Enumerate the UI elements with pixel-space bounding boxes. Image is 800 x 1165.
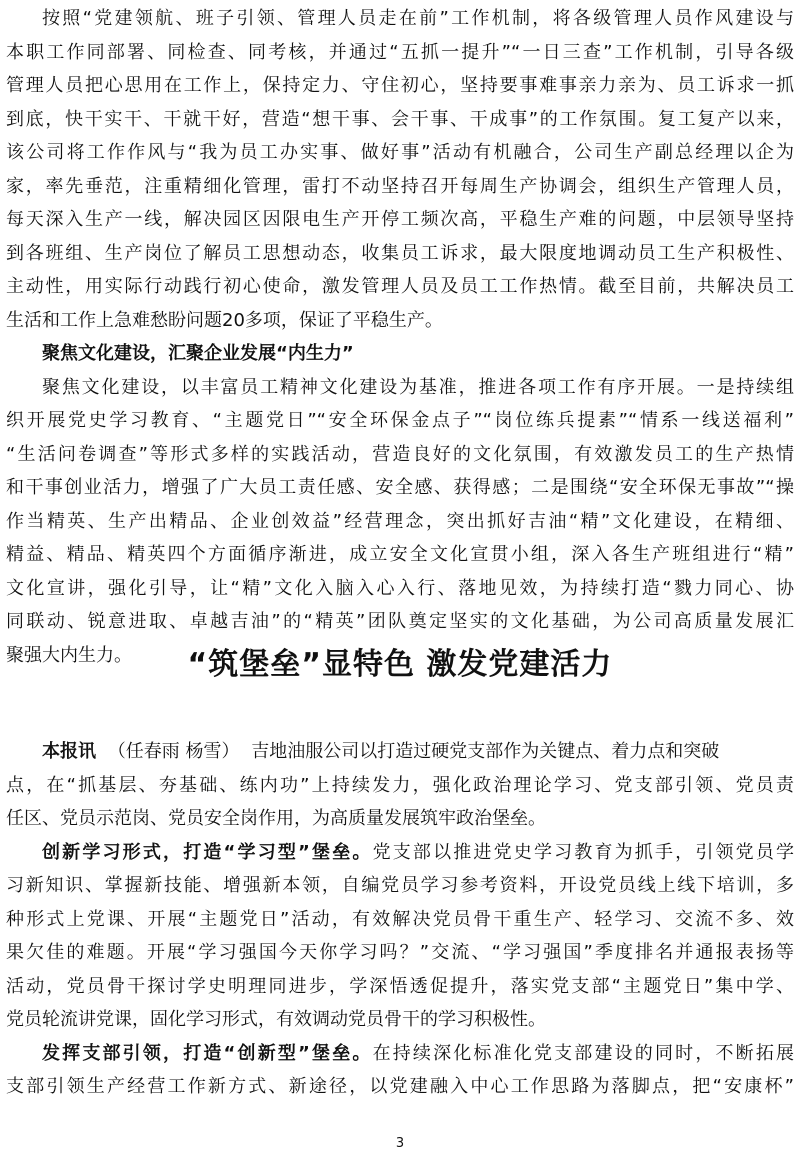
article-text xyxy=(0,735,800,1104)
paragraph-heading: 创新学习形式，打造“学习型”堡垒。 xyxy=(42,841,373,863)
paragraph-line: 聚焦文化建设，以丰富员工精神文化建设为基准，推进各项工作有序开展。一是持续组 xyxy=(42,376,794,398)
paragraph-text: 党支部以推进党史学习教育为抓手，引领党员学 xyxy=(372,841,794,863)
lead-line xyxy=(0,735,800,769)
paragraph-line xyxy=(0,836,800,870)
paragraph-line: 到底，快干实干、干就干好，营造“想干事、会干事、干成事”的工作氛围。复工复产以来， xyxy=(6,108,794,130)
paragraph-text: 在持续深化标准化党支部建设的同时，不断拓展 xyxy=(372,1042,794,1064)
paragraph-heading: 发挥支部引领，打造“创新型”堡垒。 xyxy=(42,1042,373,1064)
paragraph-line: 同联动、锐意进取、卓越吉油”的“精英”团队奠定坚实的文化基础，为公司高质量发展汇 xyxy=(6,611,794,632)
author-names: （任春雨 杨雪） xyxy=(107,741,240,762)
lead-text: 吉地油服公司以打造过硬党支部作为关键点、着力点和突破 xyxy=(251,741,720,762)
article-headline: “筑堡垒”显特色 激发党建活力 xyxy=(187,647,613,682)
paragraph-line: 聚强大内生力。 xyxy=(6,644,132,666)
section-subheading: 聚焦文化建设，汇聚企业发展“内生力” xyxy=(42,343,354,364)
paragraph-line: 习新知识、掌握新技能、增强新本领，自编党员学习参考资料，开设党员线上线下培训，多 xyxy=(6,875,794,896)
paragraph-line: 生活和工作上急难愁盼问题20多项，保证了平稳生产。 xyxy=(6,309,443,331)
paragraph-line: 本职工作同部署、同检查、同考核，并通过“五抓一提升”“一日三查”工作机制，引导各级 xyxy=(6,41,794,63)
paragraph-line: “生活问卷调查”等形式多样的实践活动，营造良好的文化氛围，有效激发员工的生产热情 xyxy=(6,443,794,465)
paragraph-line: 该公司将工作作风与“我为员工办实事、做好事”活动有机融合，公司生产副总经理以企为 xyxy=(6,142,794,163)
paragraph-line: 果欠佳的难题。开展“学习强国今天你学习吗？”交流、“学习强国”季度排名并通报表扬等 xyxy=(6,942,794,963)
paragraph-line: 任区、党员示范岗、党员安全岗作用，为高质量发展筑牢政治堡垒。 xyxy=(6,808,546,829)
paragraph-line: 活动，党员骨干探讨学史明理同进步，学深悟透促提升，落实党支部“主题党日”集中学、 xyxy=(6,975,794,997)
section1-text xyxy=(0,2,800,672)
paragraph-line: 每天深入生产一线，解决园区因限电生产开停工频次高，平稳生产难的问题，中层领导坚持 xyxy=(6,209,794,230)
page-number: 3 xyxy=(395,1136,405,1151)
paragraph-line: 按照“党建领航、班子引领、管理人员走在前”工作机制，将各级管理人员作风建设与 xyxy=(42,8,794,29)
paragraph-line: 管理人员把心思用在工作上，保持定力、守住初心，坚持要事难事亲力亲为、员工诉求一抓 xyxy=(6,75,794,96)
paragraph-line: 种形式上党课、开展“主题党日”活动，有效解决党员骨干重生产、轻学习、交流不多、效 xyxy=(6,908,794,930)
paragraph-line xyxy=(0,1037,800,1071)
paragraph-line: 家，率先垂范，注重精细化管理，雷打不动坚持召开每周生产协调会，组织生产管理人员， xyxy=(6,175,794,197)
paragraph-line: 到各班组、生产岗位了解员工思想动态，收集员工诉求，最大限度地调动员工生产积极性、 xyxy=(6,242,794,264)
paragraph-line: 点，在“抓基层、夯基础、练内功”上持续发力，强化政治理论学习、党支部引领、党员责 xyxy=(6,774,794,796)
paragraph-line: 精益、精品、精英四个方面循序渐进，成立安全文化宣贯小组，深入各生产班组进行“精” xyxy=(6,544,794,565)
paragraph-line: 主动性，用实际行动践行初心使命，激发管理人员及员工工作热情。截至目前，共解决员工 xyxy=(6,276,794,297)
paragraph-line: 作当精英、生产出精品、企业创效益”经营理念，突出抓好吉油“精”文化建设，在精细、 xyxy=(6,510,794,532)
paragraph-line: 和干事创业活力，增强了广大员工责任感、安全感、获得感；二是围绕“安全环保无事故”“操 xyxy=(6,477,794,498)
paragraph-line: 党员轮流讲党课，固化学习形式，有效调动党员骨干的学习积极性。 xyxy=(6,1009,546,1030)
paragraph-line: 织开展党史学习教育、“主题党日”“安全环保金点子”“岗位练兵提素”“情系一线送福利” xyxy=(6,410,794,431)
paragraph-line: 支部引领生产经营工作新方式、新途径，以党建融入中心工作思路为落脚点，把“安康杯” xyxy=(6,1076,794,1097)
dateline-label: 本报讯 xyxy=(42,741,96,762)
paragraph-line: 文化宣讲，强化引导，让“精”文化入脑入心入行、落地见效，为持续打造“戮力同心、协 xyxy=(6,577,794,599)
